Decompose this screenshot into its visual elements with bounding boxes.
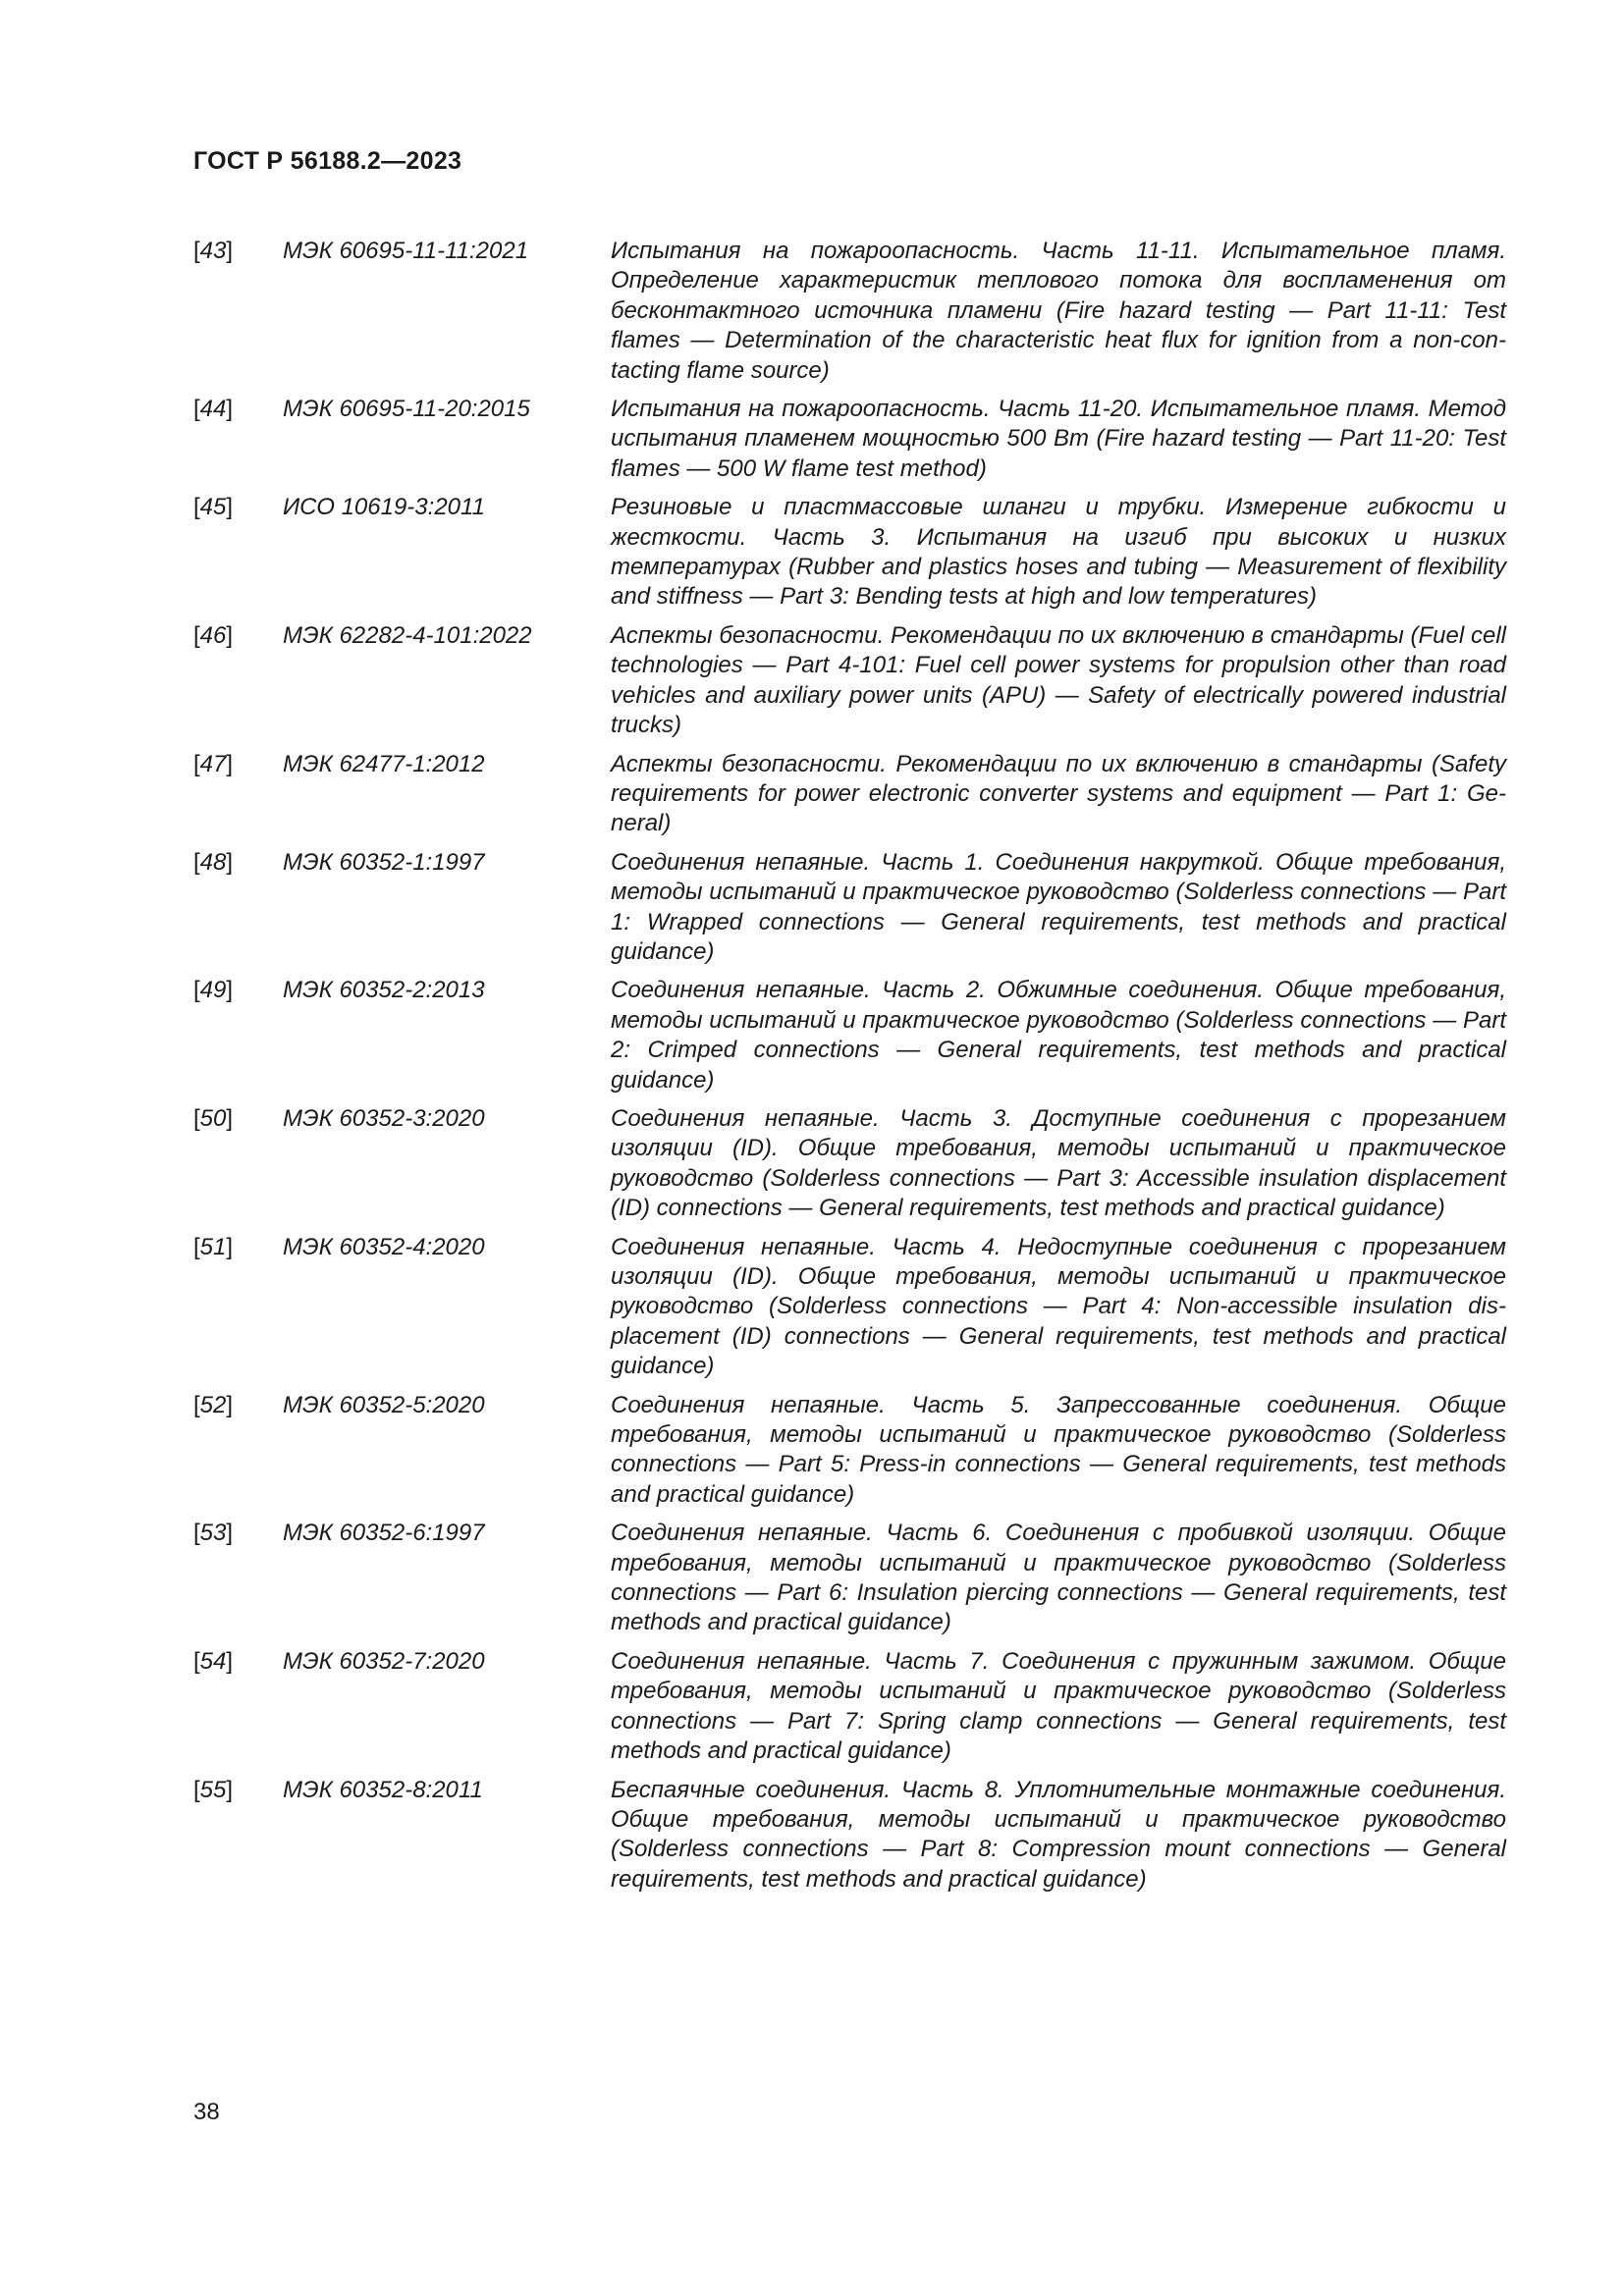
reference-number: [43] [193,238,234,264]
reference-number: [52] [193,1391,234,1418]
reference-title: Беспаячные соединения. Часть 8. Уплотнительные монтажные соединения. Общие требования, методы испытаний и практическое руководство (Solderless connections — Part 8: Compression mount connections — General requirements, test methods and practical guidance) [611,1776,1506,1893]
reference-title: Резиновые и пластмассовые шланги и трубки. Измерение гибкости и жесткости. Часть 3. Испытания на изгиб при высоких и низких температурах (Rubber and plastics hoses and tubing — Measurement of flexibility and stiffness — Part 3: Bending tests at high and low temperatures) [611,494,1506,611]
reference-standard-code: МЭК 62477-1:2012 [283,750,485,777]
reference-entry [193,1391,1529,1511]
reference-standard-code: МЭК 60352-3:2020 [283,1104,485,1132]
reference-standard-code: МЭК 60352-5:2020 [283,1391,485,1418]
reference-entry [193,237,1529,386]
reference-entry [193,1776,1529,1896]
reference-number: [53] [193,1520,234,1547]
reference-entry [193,395,1529,484]
reference-entry [193,621,1529,741]
reference-number: [47] [193,750,234,777]
document-header [193,147,461,176]
reference-number-value: 49 [199,977,227,1004]
reference-number: [50] [193,1104,234,1132]
reference-title: Аспекты безопасности. Рекомендации по их включению в стандарты (Safety requirements for power electronic converter systems and equipment — Part 1: General) [611,750,1506,837]
reference-title: Соединения непаяные. Часть 4. Недоступные соединения с прорезанием изоляции (ID). Общие требования, методы испытаний и практическое руководство (Solderless connections — Part 4: Non-accessible insulation displacement (ID) connections — General requirements, test methods and practical guidance) [611,1233,1506,1380]
reference-standard-code: МЭК 62282-4-101:2022 [283,621,532,649]
reference-entry [193,976,1529,1095]
reference-number-value: 55 [199,1776,227,1803]
reference-standard-code: ИСО 10619-3:2011 [283,494,485,521]
reference-number-value: 51 [199,1233,227,1260]
reference-title: Соединения непаяные. Часть 2. Обжимные соединения. Общие требования, методы испытаний и практическое руководство (Solderless connections — Part 2: Crimped connections — General requirements, test methods and practical guidance) [611,977,1506,1094]
reference-number: [46] [193,621,234,649]
reference-standard-code: МЭК 60352-8:2011 [283,1776,483,1803]
reference-title: Соединения непаяные. Часть 6. Соединения с пробивкой изоляции. Общие требования, методы испытаний и практическое руководство (Solderless connections — Part 6: Insulation piercing connections — General requirements, test methods and practical guidance) [611,1520,1506,1636]
reference-entry [193,848,1529,968]
reference-entry [193,1647,1529,1767]
reference-standard-code: МЭК 60352-1:1997 [283,848,485,876]
reference-number-value: 43 [199,238,227,264]
reference-number: [55] [193,1776,234,1803]
reference-number: [51] [193,1233,234,1260]
reference-number-value: 48 [199,848,227,876]
bibliography-list [193,237,1529,1903]
reference-entry [193,1104,1529,1224]
page-number: 38 [193,2099,220,2125]
reference-number-value: 50 [199,1104,227,1132]
reference-number-value: 52 [199,1391,227,1418]
standard-designation: ГОСТ Р 56188.2—2023 [193,147,462,175]
reference-title: Соединения непаяные. Часть 3. Доступные соединения с прорезанием изоляции (ID). Общие требования, методы испытаний и практическое руководство (Solderless connections — Part 3: Accessible insulation displacement (ID) connections — General requirements, test methods and practical guidance) [611,1104,1506,1222]
reference-title: Аспекты безопасности. Рекомендации по их включению в стандарты (Fuel cell technologies — Part 4-101: Fuel cell power systems for propulsion other than road vehicles and auxiliary power units (APU) — Safety of electrically powered industrial trucks) [611,621,1506,739]
reference-entry [193,493,1529,613]
reference-number: [54] [193,1647,234,1675]
reference-standard-code: МЭК 60352-4:2020 [283,1233,485,1260]
reference-number-value: 54 [199,1647,227,1675]
reference-number: [44] [193,396,234,423]
reference-standard-code: МЭК 60352-6:1997 [283,1520,485,1547]
reference-entry [193,750,1529,839]
reference-number-value: 44 [199,396,227,423]
reference-number: [49] [193,977,234,1004]
reference-standard-code: МЭК 60352-2:2013 [283,977,485,1004]
reference-number-value: 46 [199,621,227,649]
reference-title: Соединения непаяные. Часть 1. Соединения накруткой. Общие требования, методы испытаний и практическое руководство (Solderless connections — Part 1: Wrapped connections — General requirements, test methods and practical guidance) [611,848,1506,965]
reference-title: Соединения непаяные. Часть 5. Запрессованные соединения. Общие требования, методы испытаний и практическое руководство (Solderless connections — Part 5: Press-in connections — General requirements, test methods and practical guidance) [611,1391,1506,1508]
reference-standard-code: МЭК 60695-11-11:2021 [283,238,529,264]
reference-standard-code: МЭК 60352-7:2020 [283,1647,485,1675]
reference-number-value: 53 [199,1520,227,1547]
reference-title: Испытания на пожароопасность. Часть 11-11. Испытательное пламя. Определение характеристик теплового потока для воспламенения от бесконтактного источника пламени (Fire hazard testing — Part 11-11: Test flames — Determination of the characteristic heat flux for ignition from a non-contacting flame source) [611,238,1506,384]
reference-number-value: 45 [199,494,227,521]
reference-entry [193,1519,1529,1638]
reference-number-value: 47 [199,750,227,777]
reference-standard-code: МЭК 60695-11-20:2015 [283,396,530,423]
reference-entry [193,1233,1529,1382]
reference-number: [48] [193,848,234,876]
reference-title: Испытания на пожароопасность. Часть 11-20. Испытательное пламя. Метод испытания пламенем мощностью 500 Вт (Fire hazard testing — Part 11-20: Test flames — 500 W flame test method) [611,396,1506,482]
reference-title: Соединения непаяные. Часть 7. Соединения с пружинным зажимом. Общие требования, методы испытаний и практическое руководство (Solderless connections — Part 7: Spring clamp connections — General requirements, test methods and practical guidance) [611,1647,1506,1765]
reference-number: [45] [193,494,234,521]
